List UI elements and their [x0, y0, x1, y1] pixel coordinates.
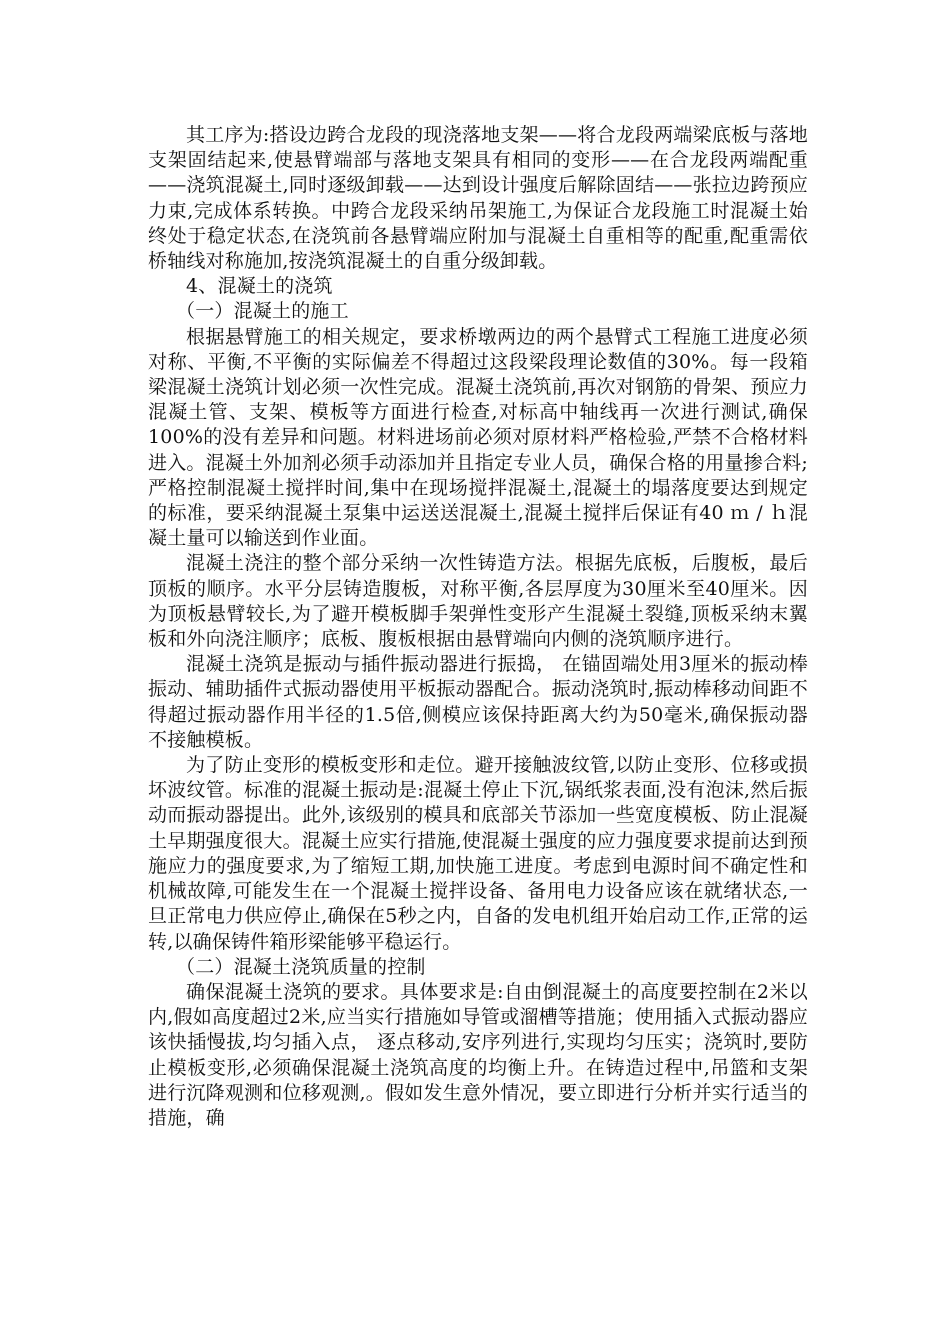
subsection-heading-construction: （一）混凝土的施工: [176, 300, 349, 323]
paragraph-pouring-sequence: 混凝土浇注的整个部分采纳一次性铸造方法。根据先底板，后腹板，最后顶板的顺序。水平分层铸造腹板，对称平衡,各层厚度为30厘米至40厘米。因为顶板悬臂较长,为了避开模板脚手架弹性变形产生混凝土裂缝,顶板采纳末翼板和外向浇注顺序；底板、腹板根据由悬臂端向内侧的浇筑顺序进行。: [148, 552, 808, 651]
document-body: [148, 123, 808, 1131]
paragraph-construction-requirements: 根据悬臂施工的相关规定，要求桥墩两边的两个悬臂式工程施工进度必须对称、平衡,不平衡的实际偏差不得超过这段梁段理论数值的30%。每一段箱梁混凝土浇筑计划必须一次性完成。混凝土浇筑前,再次对钢筋的骨架、预应力混凝土管、支架、模板等方面进行检查,对标高中轴线再一次进行测试,确保100%的没有差异和问题。材料进场前必须对原材料严格检验,严禁不合格材料进入。混凝土外加剂必须手动添加并且指定专业人员，确保合格的用量掺合料;严格控制混凝土搅拌时间,集中在现场搅拌混凝土,混凝土的塌落度要达到规定的标准，要采纳混凝土泵集中运送送混凝土,混凝土搅拌后保证有40 ｍ / ｈ混凝土量可以输送到作业面。: [148, 325, 808, 550]
paragraph-quality-requirements: 确保混凝土浇筑的要求。具体要求是:自由倒混凝土的高度要控制在2米以内,假如高度超过2米,应当实行措施如导管或溜槽等措施；使用插入式振动器应该快插慢拔,均匀插入点， 逐点移动,安序列进行,实现均匀压实；浇筑时,要防止模板变形,必须确保混凝土浇筑高度的均衡上升。在铸造过程中,吊篮和支架进行沉降观测和位移观测,。假如发生意外情况，要立即进行分析并实行适当的措施，确: [148, 980, 808, 1129]
section-heading-concrete-pouring: 4、混凝土的浇筑: [186, 275, 333, 298]
subsection-heading-quality-control: （二）混凝土浇筑质量的控制: [176, 955, 426, 978]
paragraph-formwork-protection: 为了防止变形的模板变形和走位。避开接触波纹管,以防止变形、位移或损坏波纹管。标准的混凝土振动是:混凝土停止下沉,锅纸浆表面,没有泡沫,然后振动而振动器提出。此外,该级别的模具和底部关节添加一些宽度模板、防止混凝土早期强度很大。混凝土应实行措施,使混凝土强度的应力强度要求提前达到预施应力的强度要求,为了缩短工期,加快施工进度。考虑到电源时间不确定性和机械故障,可能发生在一个混凝土搅拌设备、备用电力设备应该在就绪状态,一旦正常电力供应停止,确保在5秒之内，自备的发电机组开始启动工作,正常的运转,以确保铸件箱形梁能够平稳运行。: [148, 754, 808, 953]
paragraph-closure-procedure: 其工序为:搭设边跨合龙段的现浇落地支架——将合龙段两端梁底板与落地支架固结起来,使悬臂端部与落地支架具有相同的变形——在合龙段两端配重——浇筑混凝土,同时逐级卸载——达到设计强度后解除固结——张拉边跨预应力束,完成体系转换。中跨合龙段采纳吊架施工,为保证合龙段施工时混凝土始终处于稳定状态,在浇筑前各悬臂端应附加与混凝土自重相等的配重,配重需依桥轴线对称施加,按浇筑混凝土的自重分级卸载。: [148, 124, 808, 273]
paragraph-vibration: 混凝土浇筑是振动与插件振动器进行振捣， 在锚固端处用3厘米的振动棒振动、辅助插件式振动器使用平板振动器配合。振动浇筑时,振动棒移动间距不得超过振动器作用半径的1.5倍,侧模应该保持距离大约为50毫米,确保振动器不接触模板。: [148, 653, 808, 751]
